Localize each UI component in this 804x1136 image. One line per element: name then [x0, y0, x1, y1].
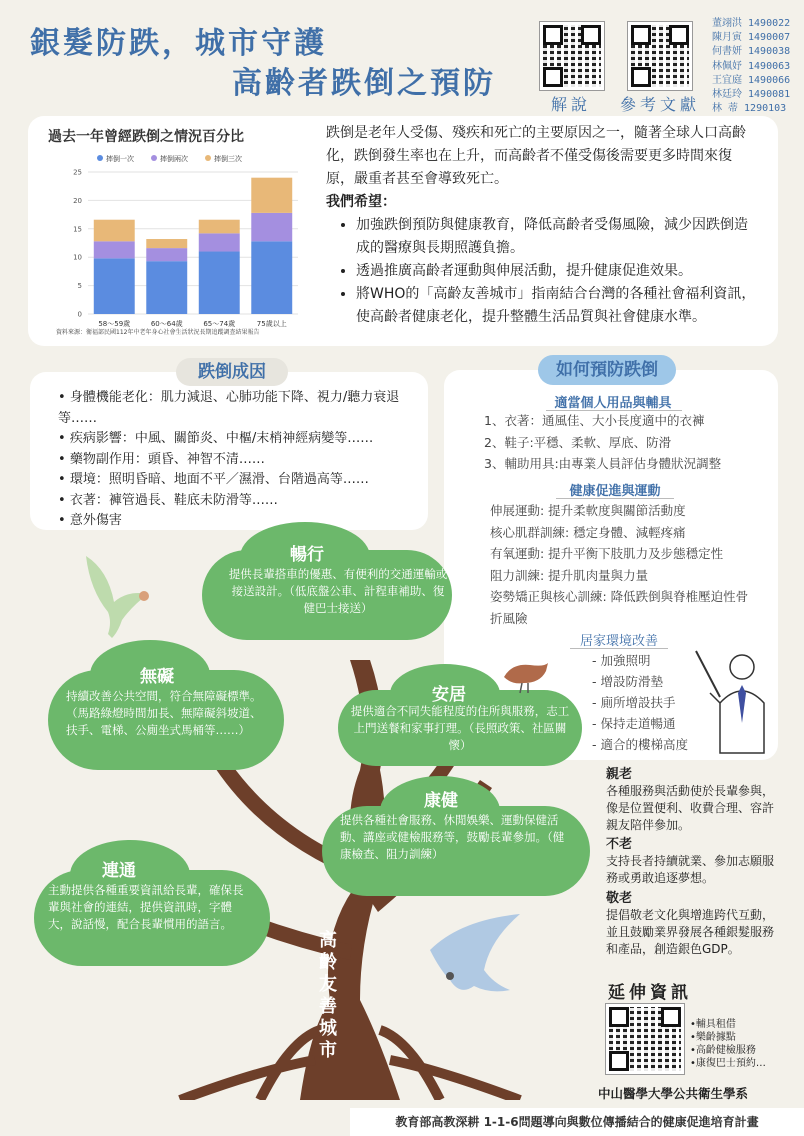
author-list	[712, 17, 790, 116]
author: 陳月寅 1490007	[712, 32, 791, 44]
bar-segment	[94, 241, 135, 258]
x-tick-label: 58～59歲	[98, 320, 131, 328]
extend-item: •高齡健檢服務	[690, 1045, 756, 1056]
chart-title: 過去一年曾經跌倒之情況百分比	[48, 129, 244, 145]
intro-hope: 我們希望：	[326, 194, 396, 210]
author: 王宜庭 1490066	[712, 74, 791, 86]
extend-item: •輔具租借	[690, 1019, 736, 1030]
health-item: 伸展運動: 提升柔軟度與關節活動度	[490, 503, 686, 518]
equip-heading: 適當個人用品與輔具	[554, 396, 672, 411]
prevention-title: 如何預防跌倒	[538, 355, 676, 385]
extend-title: 延伸資訊	[608, 983, 692, 1003]
legend-marker	[205, 155, 211, 161]
home-heading: 居家環境改善	[579, 634, 658, 649]
causes-list	[48, 388, 418, 532]
bar-segment	[199, 220, 240, 234]
cloud-housing-text: 提供適合不同失能程度的住所與服務，志工上門送餐和家事打理。（長照政策、社區關懷）	[350, 704, 570, 752]
cause-item: • 衣著：褲管過長、鞋底未防滑等……	[58, 491, 418, 512]
home-item: - 增設防滑墊	[592, 674, 663, 689]
y-tick-label: 0	[77, 310, 82, 319]
cloud-accessible-title: 無礙	[140, 667, 174, 687]
author: 何書妍 1490038	[712, 46, 791, 58]
health-item: 核心肌群訓練: 穩定身體、減輕疼痛	[490, 524, 686, 540]
qr-code-explain[interactable]	[540, 22, 604, 90]
y-tick-label: 5	[77, 282, 82, 291]
equip-item: 1、衣著：通風佳、大小長度適中的衣褲	[484, 413, 705, 428]
x-tick-label: 75歲以上	[256, 320, 287, 328]
health-item: 阻力訓練: 提升肌肉量與力量	[490, 567, 649, 583]
fall-chart	[48, 148, 310, 338]
health-item: 有氧運動: 提升平衡下肢肌力及步態穩定性	[490, 546, 724, 561]
legend-label: 摔倒三次	[214, 155, 242, 163]
intro-item: • 加強跌倒預防與健康教育，降低高齡者受傷風險，減少因跌倒造成的醫療與長期照護負擔。	[356, 214, 756, 260]
divider	[556, 498, 674, 499]
y-tick-label: 15	[73, 225, 82, 234]
health-item: 姿勢矯正與核心訓練: 降低跌倒與脊椎壓迫性骨折風險	[490, 589, 749, 626]
cloud-health-text: 提供各種社會服務、休閒娛樂、運動保健活動、講座或健檢服務等，鼓勵長輩參加。（健康檢查、阻力訓練）	[340, 813, 565, 861]
project-banner: 教育部高教深耕 1-1-6問題導向與數位傳播結合的健康促進培育計畫	[350, 1108, 804, 1136]
cause-item: • 藥物副作用：頭昏、神智不清……	[58, 450, 418, 471]
cause-item: • 意外傷害	[58, 511, 418, 532]
author: 林 蒂 1290103	[712, 103, 787, 115]
legend-label: 摔倒兩次	[160, 155, 188, 163]
intro-item: • 透過推廣高齡者運動與伸展活動，提升健康促進效果。	[356, 260, 756, 283]
author: 林佩妤 1490063	[712, 60, 791, 72]
title-line-1: 銀髮防跌，城市守護	[30, 26, 327, 61]
x-tick-label: 65～74歲	[203, 320, 236, 328]
qr-code-extend[interactable]	[606, 1004, 684, 1074]
side-text: 各種服務與活動使於長輩參與，像是位置便利、收費合理、容許親友陪伴參加。	[606, 784, 775, 832]
cloud-mobility-text: 提供長輩搭車的優惠、有便利的交通運輸或接送設計。（低底盤公車、計程車補助、復健巴士接送）	[228, 567, 448, 615]
home-item: - 適合的樓梯高度	[592, 737, 688, 752]
side-block-ageless	[606, 836, 782, 887]
sparrow-icon	[500, 655, 552, 695]
equip-item: 3、輔助用具:由專業人員評估身體狀況調整	[484, 456, 722, 471]
bar-segment	[146, 248, 187, 261]
side-text: 支持長者持續就業、參加志願服務或勇敢追逐夢想。	[606, 854, 775, 885]
legend-marker	[151, 155, 157, 161]
title-line-2: 高齡者跌倒之預防	[232, 66, 496, 101]
cloud-mobility-title: 暢行	[290, 545, 324, 565]
cloud-connect-text: 主動提供各種重要資訊給長輩，確保長輩與社會的連結，提供資訊時，字體大，說話慢，配合長輩慣用的語言。	[48, 883, 244, 931]
divider	[570, 648, 668, 649]
home-item: - 保持走道暢通	[592, 716, 676, 731]
equip-list	[484, 410, 774, 475]
side-block-family	[606, 766, 782, 834]
qr-label-explain: 解說	[551, 95, 592, 114]
side-title: 親老	[606, 767, 633, 782]
cause-item: • 環境：照明昏暗、地面不平／濕滑、台階過高等……	[58, 470, 418, 491]
dove-icon	[420, 910, 530, 1020]
author: 林廷玲 1490081	[712, 89, 791, 101]
bar-segment	[146, 261, 187, 314]
bar-segment	[251, 213, 292, 241]
trunk-label: 高齡友善城市	[319, 930, 337, 1061]
legend-label: 摔倒一次	[106, 155, 134, 163]
home-item: - 加強照明	[592, 653, 651, 668]
chart-source: 資料來源：衛福部民國112年中老年身心社會生活狀況長期追蹤調查結果報告	[56, 329, 260, 336]
health-heading: 健康促進與運動	[569, 484, 661, 499]
extend-item: •康復巴士預約…	[690, 1058, 766, 1069]
legend-marker	[97, 155, 103, 161]
y-tick-label: 20	[73, 196, 82, 205]
x-tick-label: 60～64歲	[150, 320, 183, 328]
side-title: 不老	[606, 837, 633, 852]
school-name: 中山醫學大學公共衛生學系	[598, 1086, 749, 1101]
intro-paragraph: 跌倒是老年人受傷、殘疾和死亡的主要原因之一，隨著全球人口高齡化，跌倒發生率也在上升，而高齡者不僅受傷後需要更多時間來復原，嚴重者甚至會導致死亡。	[326, 125, 746, 187]
bar-segment	[251, 241, 292, 314]
cloud-accessible-text: 持續改善公共空間，符合無障礙標準。（馬路綠燈時間加長、無障礙斜坡道、扶手、電梯、公廁坐式馬桶等……）	[66, 689, 262, 737]
intro-text	[326, 122, 756, 329]
bar-segment	[94, 220, 135, 242]
bird-icon	[78, 550, 158, 640]
qr-code-references[interactable]	[628, 22, 692, 90]
side-title: 敬老	[606, 891, 633, 906]
qr-label-references: 參考文獻	[620, 95, 701, 114]
cause-item: • 疾病影響：中風、關節炎、中樞/末梢神經病變等……	[58, 429, 418, 450]
author: 董翊洪 1490022	[712, 18, 791, 29]
extend-list	[690, 1018, 766, 1070]
y-tick-label: 25	[73, 168, 82, 177]
bar-segment	[199, 252, 240, 314]
side-block-respect	[606, 890, 782, 958]
equip-item: 2、鞋子:平穩、柔軟、厚底、防滑	[484, 434, 672, 450]
bar-segment	[199, 233, 240, 251]
cloud-housing-title: 安居	[432, 685, 466, 705]
intro-item: • 將WHO的「高齡友善城市」指南結合台灣的各種社會福利資訊，使高齡者健康老化，提升整體生活品質與社會健康水準。	[356, 283, 756, 329]
y-tick-label: 10	[73, 253, 82, 262]
side-text: 提倡敬老文化與增進跨代互動，並且鼓勵業界發展各種銀髮服務和產品，創造銀色GDP。	[606, 908, 775, 956]
bar-segment	[251, 178, 292, 213]
bar-segment	[94, 258, 135, 314]
cloud-connect-title: 連通	[102, 861, 136, 881]
presenter-illustration	[690, 645, 776, 755]
cloud-health-title: 康健	[424, 791, 458, 811]
home-item: - 廁所增設扶手	[592, 695, 676, 710]
bar-segment	[146, 239, 187, 248]
causes-title: 跌倒成因	[176, 358, 288, 386]
extend-item: •樂齡據點	[690, 1032, 736, 1043]
cause-item: • 身體機能老化：肌力減退、心肺功能下降、視力/聽力衰退等……	[58, 388, 418, 429]
